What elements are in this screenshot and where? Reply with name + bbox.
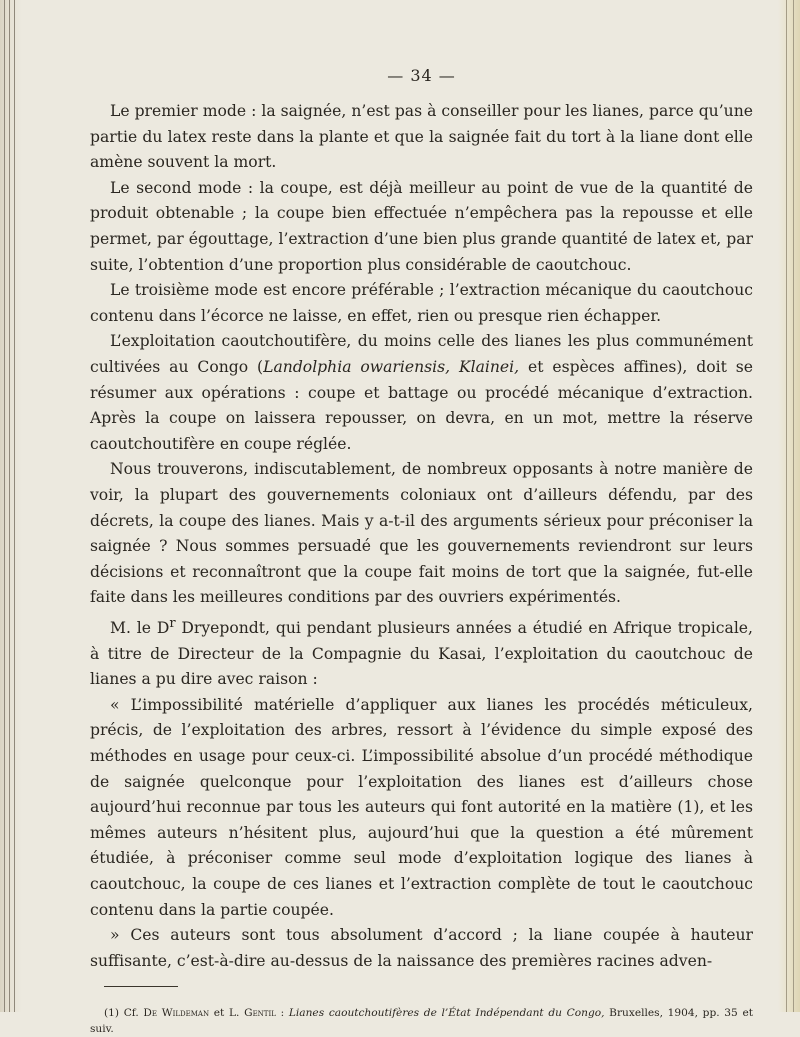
- paragraph-4-text-end: et espèces affines), doit se résumer aux opérations : coupe et battage ou procédé mécanique d’extraction. Après la coupe on laissera repousser, on devra, en un mot, mettre la réserve caoutchoutifère en coupe réglée.: [90, 357, 753, 453]
- footnote-marker: (1) Cf.: [104, 1007, 144, 1020]
- paragraph-7-quote: « L’impossibilité matérielle d’appliquer aux lianes les procédés méticuleux, précis, de l’exploitation des arbres, ressort à l’évidence du simple exposé des méthodes en usage pour ceux-ci. L’impossibilité absolue d’un procédé méthodique de saignée quelconque pour l’exploitation des lianes est d’ailleurs chose aujourd’hui reconnue par tous les auteurs qui font autorité en la matière (1), et les mêmes auteurs n’hésitent plus, aujourd’hui que la question a été mûrement étudiée, à préconiser comme seul mode d’exploitation logique des lianes à caoutchouc, la coupe de ces lianes et l’extraction complète de tout le caoutchouc contenu dans la partie coupée.: [90, 695, 753, 919]
- paragraph-5: Nous trouverons, indiscutablement, de nombreux opposants à notre manière de voir, la plupart des gouvernements coloniaux ont d’ailleurs défendu, par des décrets, la coupe des lianes. Mais y a-t-il des arguments sérieux pour préconiser la saignée ? Nous sommes persuadé que les gouvernements reviendront sur leurs décisions et reconnaîtront que la coupe fait moins de tort que la saignée, fut-elle faite dans les meilleures conditions par des ouvriers expérimentés.: [90, 460, 753, 607]
- right-page-edge: [778, 0, 800, 1012]
- species-names: Landolphia owariensis, Klainei,: [263, 357, 520, 376]
- paragraph-8-quote: » Ces auteurs sont tous absolument d’accord ; la liane coupée à hauteur suffisante, c’est-à-dire au-dessus de la naissance des premières racines adven-: [90, 926, 753, 970]
- document-page: [90, 66, 753, 1037]
- left-page-edge: [0, 0, 22, 1012]
- footnote-mid: et L.: [209, 1007, 245, 1020]
- footnote-author-1: De Wildeman: [143, 1007, 210, 1020]
- footnote-rest: Bruxelles, 1904, pp. 35 et suiv.: [90, 1007, 753, 1036]
- paragraph-6-text-end: Dryepondt, qui pendant plusieurs années a étudié en Afrique tropicale, à titre de Directeur de la Compagnie du Kasai, l’exploitation du caoutchouc de lianes a pu dire avec raison :: [90, 619, 753, 689]
- paragraph-2: Le second mode : la coupe, est déjà meilleur au point de vue de la quantité de produit obtenable ; la coupe bien effectuée n’empêchera pas la repousse et elle permet, par égouttage, l’extraction d’une bien plus grande quantité de latex et, par suite, l’obtention d’une proportion plus considérable de caoutchouc.: [90, 178, 753, 274]
- body-text: [90, 99, 753, 974]
- doctor-superscript: r: [169, 615, 176, 631]
- page-number: — 34 —: [387, 66, 456, 85]
- footnote-colon: :: [275, 1007, 289, 1020]
- paragraph-3: Le troisième mode est encore préférable ; l’extraction mécanique du caoutchouc contenu dans l’écorce ne laisse, en effet, rien ou presque rien échapper.: [90, 281, 753, 325]
- footnote-rule: [104, 986, 178, 987]
- paragraph-4-text-start: L’exploitation caoutchoutifère, du moins celle des lianes les plus communément cultivées au Congo (: [90, 332, 753, 376]
- paragraph-6: [90, 611, 753, 693]
- paragraph-6-text-start: M. le D: [110, 619, 170, 638]
- footnote-text: [90, 1005, 753, 1037]
- paragraph-1: Le premier mode : la saignée, n’est pas à conseiller pour les lianes, parce qu’une partie du latex reste dans la plante et que la saignée fait du tort à la liane dont elle amène souvent la mort.: [90, 102, 753, 172]
- footnote-author-2: Gentil: [244, 1007, 276, 1020]
- paragraph-4: [90, 329, 753, 457]
- footnote-title: Lianes caoutchoutifères de l’État Indépendant du Congo,: [288, 1007, 605, 1020]
